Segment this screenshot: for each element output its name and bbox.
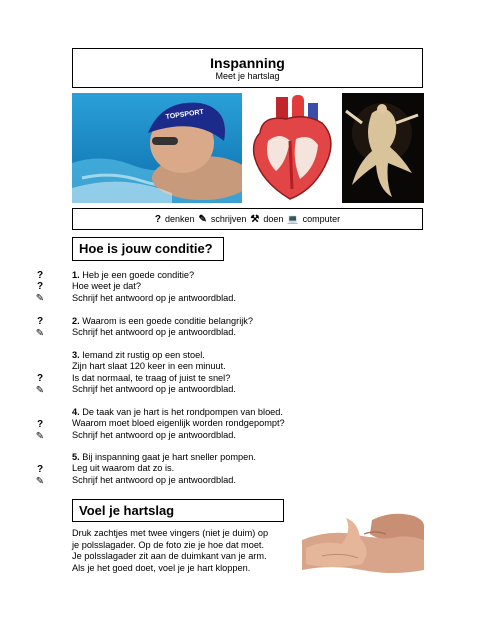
question-4	[72, 407, 285, 441]
think-icon: ?	[36, 281, 44, 292]
question-number: 2.	[72, 316, 80, 326]
question-3	[72, 350, 236, 396]
think-icon: ?	[154, 213, 161, 225]
question-line: Heb je een goede conditie?	[82, 270, 195, 280]
pulse-measuring-photo	[302, 500, 424, 584]
pencil-icon: ✎	[198, 213, 207, 225]
question-line: Hoe weet je dat?	[72, 281, 141, 292]
question-2	[72, 316, 253, 339]
think-icon: ?	[36, 373, 44, 384]
pencil-icon: ✎	[35, 293, 45, 304]
instruction-line: je polsslagader. Op de foto zie je hoe dat moet.	[72, 539, 265, 550]
title-box	[72, 48, 423, 88]
pencil-icon: ✎	[35, 431, 45, 442]
question-line: Is dat normaal, te traag of juist te snel?	[72, 372, 231, 383]
question-1	[72, 270, 236, 304]
question-number: 3.	[72, 350, 80, 360]
question-line: Waarom is een goede conditie belangrijk?	[82, 316, 253, 326]
heart-illustration	[246, 93, 338, 203]
pencil-icon: ✎	[35, 328, 45, 339]
think-icon: ?	[36, 316, 44, 327]
page-subtitle: Meet je hartslag	[215, 71, 280, 81]
question-line: Zijn hart slaat 120 keer in een minuut.	[72, 361, 226, 372]
question-line: Schrijf het antwoord op je antwoordblad.	[72, 384, 236, 395]
legend-label-computer: computer	[302, 214, 341, 224]
pencil-icon: ✎	[35, 476, 45, 487]
question-line: Schrijf het antwoord op je antwoordblad.	[72, 474, 236, 485]
think-icon: ?	[36, 464, 44, 475]
question-line: Schrijf het antwoord op je antwoordblad.	[72, 292, 236, 303]
section2-instructions	[72, 528, 294, 575]
question-line: De taak van je hart is het rondpompen van bloed.	[82, 407, 283, 417]
page-title: Inspanning	[210, 55, 285, 71]
legend-label-schrijven: schrijven	[210, 214, 247, 224]
question-number: 1.	[72, 270, 80, 280]
legend-label-doen: doen	[263, 214, 284, 224]
question-line: Schrijf het antwoord op je antwoordblad.	[72, 429, 236, 440]
tools-icon: ⚒	[250, 213, 260, 225]
swimmer-photo	[72, 93, 242, 203]
instruction-line: Als je het goed doet, voel je je hart kloppen.	[72, 563, 251, 574]
instruction-line: Je polsslagader zit aan de duimkant van je arm.	[72, 551, 267, 562]
swim-cap-text: TOPSPORT	[165, 108, 205, 121]
legend-label-denken: denken	[164, 214, 195, 224]
legend-box	[72, 208, 423, 230]
pencil-icon: ✎	[35, 385, 45, 396]
computer-icon: 💻	[287, 213, 299, 224]
instruction-line: Druk zachtjes met twee vingers (niet je duim) op	[72, 528, 269, 538]
question-line: Waarom moet bloed eigenlijk worden rondgepompt?	[72, 418, 285, 429]
think-icon: ?	[36, 419, 44, 430]
question-number: 4.	[72, 407, 80, 417]
question-line: Schrijf het antwoord op je antwoordblad.	[72, 327, 236, 338]
section-heading-hartslag: Voel je hartslag	[72, 499, 284, 522]
dancers-photo	[342, 93, 424, 203]
section-heading-conditie: Hoe is jouw conditie?	[72, 237, 224, 261]
question-line: Iemand zit rustig op een stoel.	[82, 350, 205, 360]
question-line: Bij inspanning gaat je hart sneller pompen.	[82, 452, 256, 462]
question-number: 5.	[72, 452, 80, 462]
question-5	[72, 452, 256, 486]
think-icon: ?	[36, 270, 44, 281]
question-line: Leg uit waarom dat zo is.	[72, 463, 175, 474]
